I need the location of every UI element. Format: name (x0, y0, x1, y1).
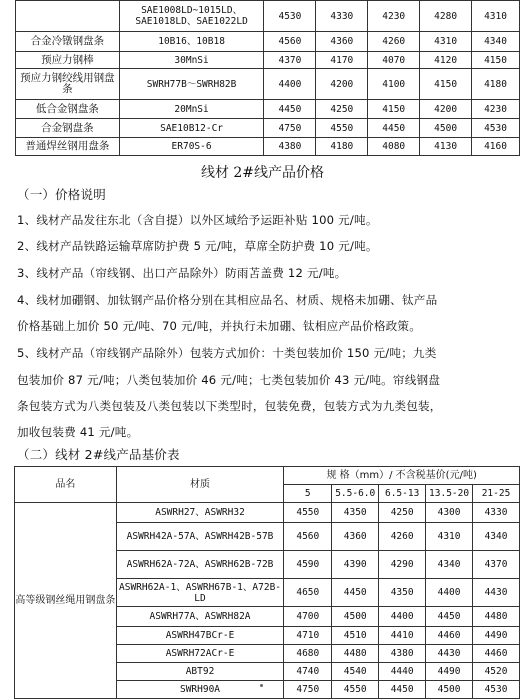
price-cell: 4450 (368, 119, 420, 138)
product-name-cell: 普通焊丝钢用盘条 (16, 138, 120, 156)
material-cell: 10B16、10B18 (119, 32, 264, 52)
price-cell: 4550 (284, 503, 332, 523)
price-cell: 4260 (379, 523, 426, 551)
material-cell: ASWRH42A-57A、ASWRH42B-57B (116, 523, 284, 551)
price-cell: 4310 (426, 523, 473, 551)
price-cell: 4340 (426, 551, 473, 579)
price-cell: 4080 (368, 138, 420, 156)
material-cell: 30MnSi (119, 52, 264, 69)
table-row (16, 119, 520, 138)
price-cell: 4460 (426, 627, 473, 645)
material-cell: SWRH77B～SWRH82B (119, 69, 264, 100)
price-cell: 4450 (332, 579, 379, 607)
price-cell: 4400 (426, 579, 473, 607)
table-row (16, 1, 520, 32)
price-cell: 4560 (264, 32, 316, 52)
note-1: 1、线材产品发往东北（含自提）以外区域给予运距补贴 100 元/吨。 (17, 213, 378, 227)
note-5-line-2: 包装加价 87 元/吨；八类包装加价 46 元/吨；七类包装加价 43 元/吨。帘线钢盘 (17, 373, 441, 387)
price-cell: 4450 (379, 681, 426, 699)
product-name-cell (16, 1, 120, 32)
price-cell: 4740 (284, 663, 332, 681)
price-cell: 4500 (332, 607, 379, 627)
base-price-heading: （二）线材 2#线产品基价表 (17, 447, 180, 462)
section-title: 线材 2#线产品价格 (200, 165, 325, 181)
price-cell: 4370 (264, 52, 316, 69)
price-cell: 4100 (368, 69, 420, 100)
price-cell: 4390 (332, 551, 379, 579)
price-cell: 4130 (420, 138, 472, 156)
price-cell: 4360 (332, 523, 379, 551)
price-cell: 4530 (264, 1, 316, 32)
price-cell: 4450 (426, 607, 473, 627)
price-cell: 4310 (420, 32, 472, 52)
product-name-cell: 合金冷镦钢盘条 (16, 32, 120, 52)
price-cell: 4340 (473, 523, 520, 551)
price-cell: 4560 (284, 523, 332, 551)
price-cell: 4160 (472, 138, 520, 156)
material-cell: ASWRH62A-1、ASWRH67B-1、A72B-LD (116, 579, 284, 607)
price-cell: 4350 (379, 579, 426, 607)
price-cell: 4180 (472, 69, 520, 100)
price-cell: 4520 (473, 663, 520, 681)
price-cell: 4450 (264, 100, 316, 119)
price-cell: 4200 (316, 69, 368, 100)
price-cell: 4700 (284, 607, 332, 627)
price-cell: 4350 (332, 503, 379, 523)
table-row (15, 503, 520, 523)
product-name-cell: 预应力钢棒 (16, 52, 120, 69)
table-row (16, 69, 520, 100)
price-cell: 4250 (316, 100, 368, 119)
price-cell: 4440 (379, 663, 426, 681)
spec-header-cell: 6.5-13 (379, 485, 426, 503)
material-cell: SAE1008LD~1015LD、SAE1018LD、SAE1022LD (119, 1, 264, 32)
note-5-line-4: 加收包装费 41 元/吨。 (17, 425, 139, 439)
note-2: 2、线材产品铁路运输草席防护费 5 元/吨，草席全防护费 10 元/吨。 (17, 239, 378, 253)
note-4-line-1: 4、线材加硼钢、加钛钢产品价格分别在其相应品名、材质、规格未加硼、钛产品 (17, 293, 438, 307)
price-cell: 4340 (472, 32, 520, 52)
price-cell: 4150 (472, 52, 520, 69)
price-cell: 4400 (379, 607, 426, 627)
material-cell: ASWRH77A、ASWRH82A (116, 607, 284, 627)
material-cell: 20MnSi (119, 100, 264, 119)
price-cell: 4230 (472, 100, 520, 119)
product-name-cell: 低合金钢盘条 (16, 100, 120, 119)
price-cell: 4550 (332, 681, 379, 699)
note-5-line-1: 5、线材产品（帘线钢产品除外）包装方式加价：十类包装加价 150 元/吨；九类 (17, 346, 437, 360)
price-notes-heading: （一）价格说明 (17, 187, 106, 202)
note-3: 3、线材产品（帘线钢、出口产品除外）防雨苫盖费 12 元/吨。 (17, 266, 347, 280)
price-cell: 4530 (473, 681, 520, 699)
price-cell: 4370 (473, 551, 520, 579)
price-cell: 4400 (264, 69, 316, 100)
price-cell: 4200 (420, 100, 472, 119)
price-cell: 4310 (472, 1, 520, 32)
price-cell: 4300 (426, 503, 473, 523)
price-cell: 4530 (472, 119, 520, 138)
price-cell: 4260 (368, 32, 420, 52)
price-cell: 4360 (316, 32, 368, 52)
price-table-top (15, 0, 520, 156)
price-cell: 4480 (473, 607, 520, 627)
table-row (16, 52, 520, 69)
base-price-table (14, 466, 520, 699)
material-cell: ER70S-6 (119, 138, 264, 156)
price-cell: 4550 (316, 119, 368, 138)
product-name-cell: 合金钢盘条 (16, 119, 120, 138)
header-spec: 规 格（mm）/ 不含税基价(元/吨) (284, 467, 520, 485)
price-cell: 4380 (379, 645, 426, 663)
price-cell: 4290 (379, 551, 426, 579)
material-cell: ABT92 (116, 663, 284, 681)
price-cell: 4430 (473, 579, 520, 607)
material-cell: ASWRH72ACr-E (116, 645, 284, 663)
price-cell: 4750 (284, 681, 332, 699)
spec-header-cell: 13.5-20 (426, 485, 473, 503)
price-cell: 4330 (316, 1, 368, 32)
product-name-cell: 预应力钢绞线用钢盘条 (16, 69, 120, 100)
price-cell: 4120 (420, 52, 472, 69)
spec-header-cell: 21-25 (473, 485, 520, 503)
price-cell: 4430 (426, 645, 473, 663)
price-cell: 4170 (316, 52, 368, 69)
price-cell: 4150 (420, 69, 472, 100)
material-cell: ASWRH27、ASWRH32 (116, 503, 284, 523)
price-cell: 4070 (368, 52, 420, 69)
price-cell: 4650 (284, 579, 332, 607)
price-cell: 4380 (264, 138, 316, 156)
header-material: 材质 (116, 467, 284, 503)
price-cell: 4280 (420, 1, 472, 32)
table-row (16, 138, 520, 156)
price-cell: 4460 (473, 645, 520, 663)
price-cell: 4490 (426, 663, 473, 681)
price-cell: 4710 (284, 627, 332, 645)
note-5-line-3: 条包装方式为八类包装及八类包装以下类型时，包装免费，包装方式为九类包装， (17, 399, 442, 413)
material-cell: SWRH90A (116, 681, 284, 699)
price-cell: 4180 (316, 138, 368, 156)
spec-header-cell: 5 (284, 485, 332, 503)
table-row (16, 100, 520, 119)
product-group-cell: 高等级钢丝绳用钢盘条 (15, 503, 117, 699)
price-cell: 4500 (426, 681, 473, 699)
table-header-row (15, 467, 520, 485)
price-cell: 4230 (368, 1, 420, 32)
price-cell: 4410 (379, 627, 426, 645)
price-cell: 4330 (473, 503, 520, 523)
price-cell: 4540 (332, 663, 379, 681)
table-row (16, 32, 520, 52)
spec-header-cell: 5.5-6.0 (332, 485, 379, 503)
price-cell: 4480 (332, 645, 379, 663)
price-cell: 4590 (284, 551, 332, 579)
note-4-line-2: 价格基础上加价 50 元/吨、70 元/吨，并执行未加硼、钛相应产品价格政策。 (17, 319, 421, 333)
material-cell: SAE10B12-Cr (119, 119, 264, 138)
header-product-name: 品名 (15, 467, 117, 503)
page-dot (260, 684, 263, 687)
price-cell: 4150 (368, 100, 420, 119)
price-cell: 4750 (264, 119, 316, 138)
material-cell: ASWRH62A-72A、ASWRH62B-72B (116, 551, 284, 579)
price-cell: 4500 (420, 119, 472, 138)
price-cell: 4680 (284, 645, 332, 663)
price-cell: 4490 (473, 627, 520, 645)
price-cell: 4250 (379, 503, 426, 523)
material-cell: ASWRH47BCr-E (116, 627, 284, 645)
price-cell: 4510 (332, 627, 379, 645)
